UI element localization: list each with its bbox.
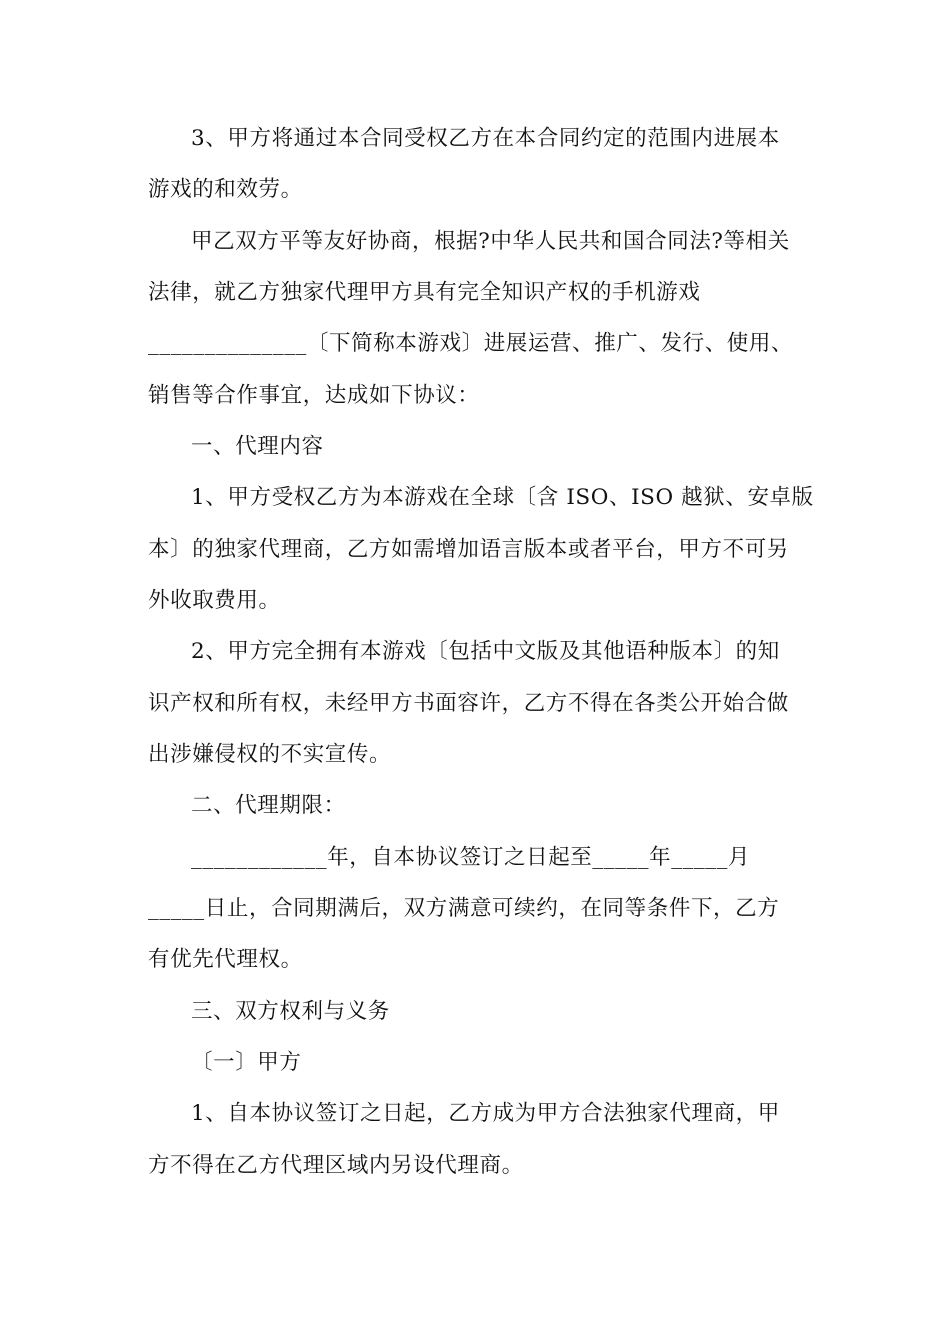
- paragraph-line: _____日止，合同期满后，双方满意可续约，在同等条件下，乙方: [148, 896, 780, 921]
- subsection-heading: 〔一〕甲方: [191, 1050, 302, 1075]
- paragraph-line: 识产权和所有权，未经甲方书面容许，乙方不得在各类公开始合做: [148, 691, 789, 716]
- paragraph-line: 本〕的独家代理商，乙方如需增加语言版本或者平台，甲方不可另: [148, 537, 789, 562]
- paragraph-line: 出涉嫌侵权的不实宣传。: [148, 742, 392, 767]
- paragraph-line: 2、甲方完全拥有本游戏〔包括中文版及其他语种版本〕的知: [191, 639, 780, 664]
- paragraph-line: 有优先代理权。: [148, 947, 303, 972]
- section-heading: 一、代理内容: [191, 434, 324, 459]
- paragraph-line: ____________年，自本协议签订之日起至_____年_____月: [191, 845, 751, 870]
- paragraph-line: 1、甲方受权乙方为本游戏在全球〔含 ISO、ISO 越狱、安卓版: [191, 485, 814, 510]
- paragraph-line: 法律，就乙方独家代理甲方具有完全知识产权的手机游戏: [148, 280, 701, 305]
- paragraph-line: 3、甲方将通过本合同受权乙方在本合同约定的范围内进展本: [191, 126, 780, 151]
- paragraph-line: ______________〔下简称本游戏〕进展运营、推广、发行、使用、: [148, 331, 794, 356]
- paragraph-line: 1、自本协议签订之日起，乙方成为甲方合法独家代理商，甲: [191, 1101, 780, 1126]
- paragraph-line: 游戏的和效劳。: [148, 177, 303, 202]
- paragraph-line: 销售等合作事宜，达成如下协议：: [148, 383, 480, 408]
- paragraph-line: 甲乙双方平等友好协商，根据?中华人民共和国合同法?等相关: [191, 229, 790, 254]
- section-heading: 二、代理期限：: [191, 793, 346, 818]
- paragraph-line: 方不得在乙方代理区域内另设代理商。: [148, 1153, 524, 1178]
- section-heading: 三、双方权利与义务: [191, 999, 390, 1024]
- paragraph-line: 外收取费用。: [148, 588, 281, 613]
